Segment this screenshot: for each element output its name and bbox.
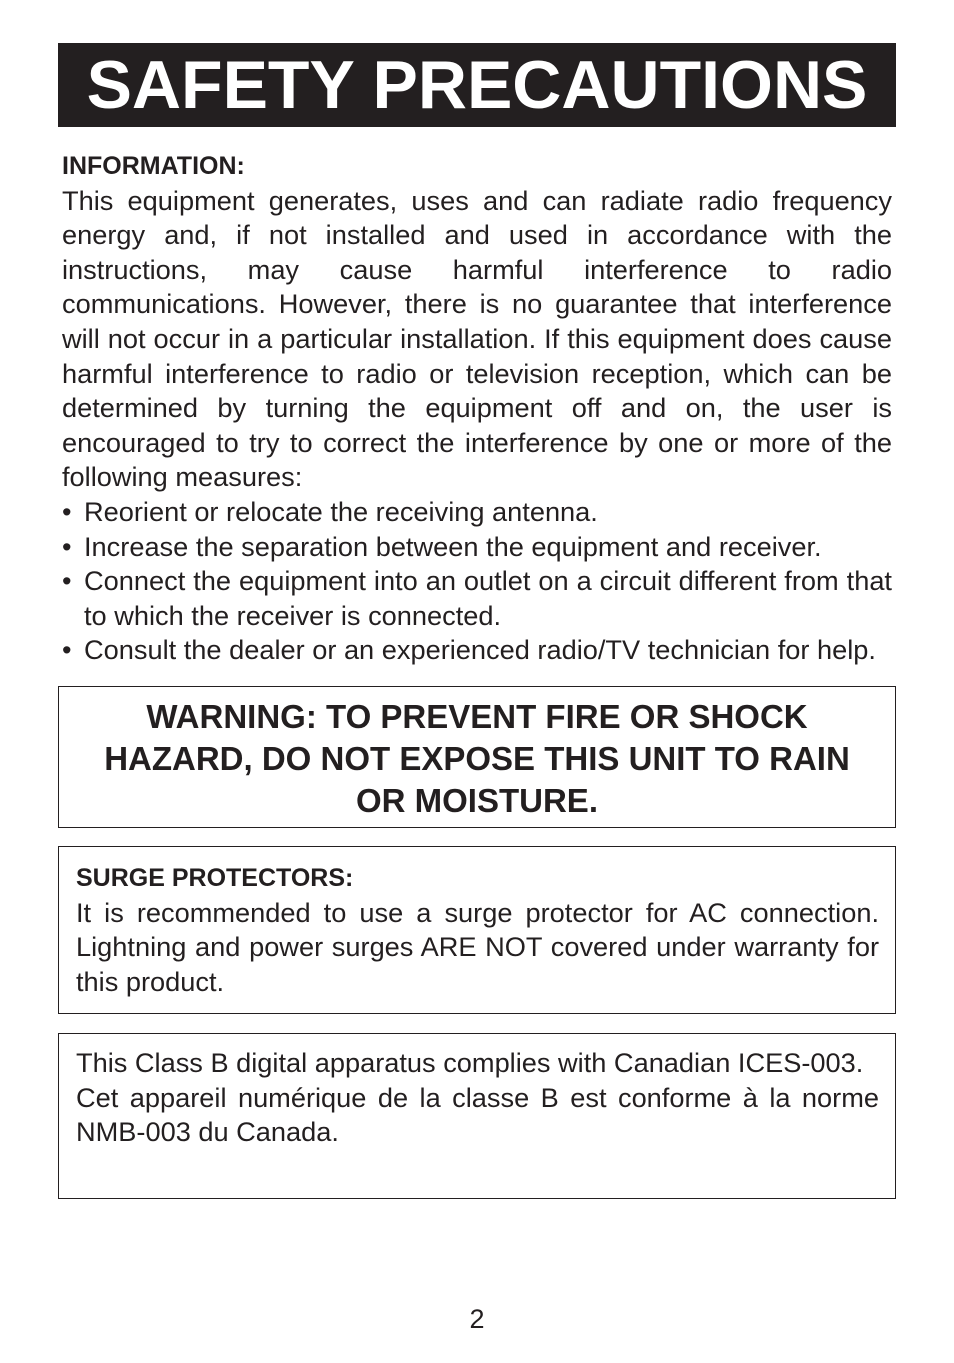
page-title-text: SAFETY PRECAUTIONS [86,47,868,123]
surge-heading: SURGE PROTECTORS: [76,863,354,892]
warning-line: OR MOISTURE. [355,781,598,819]
page-number: 2 [469,1304,485,1334]
page-title [58,43,896,127]
information-heading: INFORMATION: [62,152,245,180]
compliance-english: This Class B digital apparatus complies with Canadian ICES-003. [76,1046,864,1078]
canada-compliance-box [58,1033,896,1199]
measures-list [62,495,892,668]
compliance-french: Cet appareil numérique de la classe B est conforme à la norme NMB-003 du Canada. [76,1081,879,1148]
list-item: • Consult the dealer or an experienced radio/TV technician for help. [62,633,892,668]
warning-line: HAZARD, DO NOT EXPOSE THIS UNIT TO RAIN [104,739,850,777]
list-item: • Increase the separation between the equipment and receiver. [62,530,892,565]
warning-text [104,696,850,822]
surge-protectors-box [58,846,896,1014]
warning-box [58,686,896,828]
information-section [58,149,896,668]
manual-page [58,43,896,1199]
information-body: This equipment generates, uses and can radiate radio frequency energy and, if not installed and used in accordance with the instructions, may cause harmful interference to radio communications. However, there is no guarantee that interference will not occur in a particular installation. If this equipment does cause harmful interference to radio or television reception, which can be determined by turning the equipment off and on, the user is encouraged to try to correct the interference by one or more of the following measures: [62,184,892,493]
warning-line: WARNING: TO PREVENT FIRE OR SHOCK [146,697,808,735]
list-item: • Reorient or relocate the receiving antenna. [62,495,892,530]
surge-body: It is recommended to use a surge protector for AC connection. Lightning and power surges ARE NOT covered under warranty for this product. [76,896,879,997]
list-item: • Connect the equipment into an outlet on a circuit different from that to which the receiver is connected. [62,564,892,633]
